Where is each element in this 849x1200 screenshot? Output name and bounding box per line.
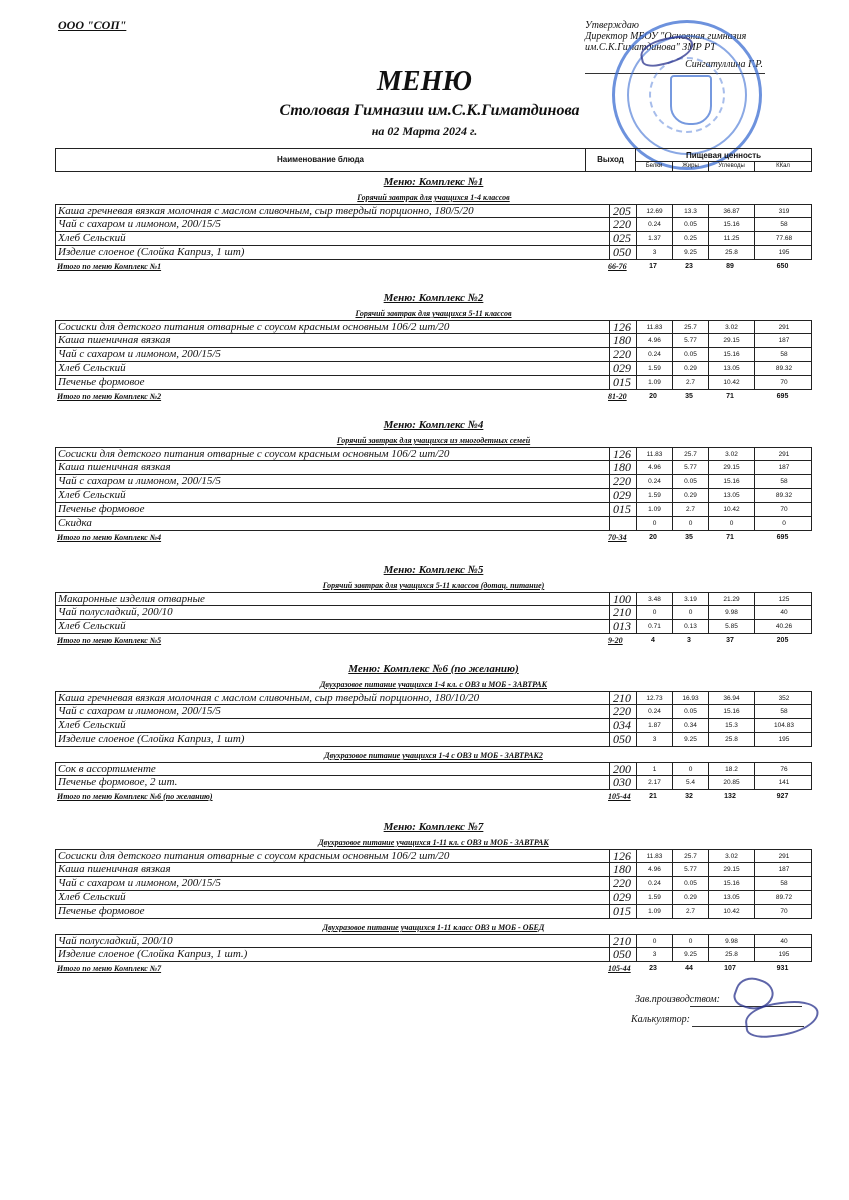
proteins-cell: 0.24 (636, 475, 672, 488)
dish-name: Каша пшеничная вязкая (58, 334, 171, 346)
yield-cell: 180 (609, 863, 669, 876)
kcal-cell: 58 (754, 218, 813, 231)
dish-name: Каша гречневая вязкая молочная с маслом сливочным, сыр твердый порционно, 180/10/20 (58, 692, 480, 704)
carbs-cell: 9.98 (708, 606, 754, 619)
total-label: Итого по меню Комплекс №4 (57, 533, 162, 542)
total-yield: 105-44 (608, 964, 631, 973)
dish-name: Чай с сахаром и лимоном, 200/15/5 (58, 348, 221, 360)
total-label: Итого по меню Комплекс №7 (57, 964, 162, 973)
proteins-cell: 1.37 (636, 232, 672, 245)
dish-name: Сосиски для детского питания отварные с соусом красным основным 106/2 шт/20 (58, 448, 450, 460)
total-fats-cell: 32 (685, 793, 693, 800)
carbs-cell: 3.02 (708, 321, 754, 334)
table-row (55, 691, 812, 705)
fats-cell: 16.93 (672, 692, 708, 705)
carbs-cell: 15.16 (708, 877, 754, 890)
kcal-cell: 187 (754, 461, 813, 474)
fats-cell: 0 (672, 763, 708, 776)
header-kcal: ККал (754, 161, 811, 171)
carbs-cell: 15.16 (708, 475, 754, 488)
carbs-cell: 29.15 (708, 461, 754, 474)
total-row (55, 790, 812, 804)
yield-cell: 050 (609, 246, 669, 259)
group-subtitle: Двухразовое питание учащихся 1-11 класс ОВЗ и МОБ - ОБЕД (322, 923, 545, 932)
kcal-cell: 40 (754, 606, 813, 619)
dish-name: Чай полусладкий, 200/10 (58, 935, 173, 947)
fats-cell: 0.29 (672, 891, 708, 904)
fats-cell: 3.19 (672, 593, 708, 606)
proteins-cell: 4.96 (636, 863, 672, 876)
total-proteins-cell: 4 (651, 637, 655, 644)
fats-cell: 5.77 (672, 461, 708, 474)
total-kcal-cell: 931 (776, 965, 789, 972)
total-label: Итого по меню Комплекс №6 (по желанию) (57, 792, 213, 801)
proteins-cell: 3 (636, 246, 672, 259)
proteins-cell: 11.83 (636, 448, 672, 461)
carbs-cell: 20.85 (708, 776, 754, 789)
kcal-cell: 76 (754, 763, 813, 776)
approve-line: Директор МБОУ "Основная гимназия (585, 31, 747, 42)
section-title: Меню: Комплекс №1 (383, 176, 484, 188)
fats-cell: 0 (672, 517, 708, 530)
kcal-cell: 104.83 (754, 719, 813, 732)
yield-cell: 050 (609, 948, 669, 961)
total-proteins-cell: 20 (649, 393, 657, 400)
yield-cell: 029 (609, 891, 669, 904)
proteins-cell: 1.09 (636, 503, 672, 516)
group-subtitle: Горячий завтрак для учащихся из многодетных семей (336, 436, 531, 445)
yield-cell: 200 (609, 763, 669, 776)
section-title: Меню: Комплекс №4 (383, 419, 484, 431)
table-row (55, 733, 812, 747)
fats-cell: 2.7 (672, 376, 708, 389)
fats-cell: 0.05 (672, 475, 708, 488)
menu-section (55, 820, 812, 976)
table-row (55, 592, 812, 606)
section-title: Меню: Комплекс №7 (383, 821, 484, 833)
kcal-cell: 58 (754, 475, 813, 488)
table-row (55, 705, 812, 719)
total-row (55, 634, 812, 648)
fats-cell: 0.05 (672, 705, 708, 718)
table-row (55, 475, 812, 489)
proteins-cell: 4.96 (636, 334, 672, 347)
dish-name: Хлеб Сельский (58, 362, 126, 374)
total-label: Итого по меню Комплекс №5 (57, 636, 162, 645)
total-row (55, 260, 812, 274)
table-row (55, 204, 812, 218)
table-header (55, 148, 812, 172)
dish-name: Изделие слоеное (Слойка Каприз, 1 шт.) (58, 948, 248, 960)
section-title: Меню: Комплекс №5 (383, 564, 484, 576)
total-kcal-cell: 927 (776, 793, 789, 800)
dish-name: Чай с сахаром и лимоном, 200/15/5 (58, 877, 221, 889)
total-proteins-cell: 20 (649, 534, 657, 541)
table-row (55, 461, 812, 475)
table-row (55, 877, 812, 891)
dish-name: Чай полусладкий, 200/10 (58, 606, 173, 618)
dish-name: Каша гречневая вязкая молочная с маслом сливочным, сыр твердый порционно, 180/5/20 (58, 205, 474, 217)
table-row (55, 948, 812, 962)
proteins-cell: 4.96 (636, 461, 672, 474)
kcal-cell: 77.68 (754, 232, 813, 245)
fats-cell: 5.77 (672, 863, 708, 876)
carbs-cell: 25.8 (708, 246, 754, 259)
total-yield: 70-34 (608, 533, 627, 542)
fats-cell: 0.05 (672, 218, 708, 231)
table-row (55, 719, 812, 733)
menu-section (55, 563, 812, 648)
carbs-cell: 3.02 (708, 850, 754, 863)
carbs-cell: 15.16 (708, 705, 754, 718)
fats-cell: 9.25 (672, 246, 708, 259)
carbs-cell: 25.8 (708, 948, 754, 961)
fats-cell: 13.3 (672, 205, 708, 218)
yield-cell: 029 (609, 362, 669, 375)
carbs-cell: 21.29 (708, 593, 754, 606)
fats-cell: 0.34 (672, 719, 708, 732)
total-yield: 9-20 (608, 636, 623, 645)
kcal-cell: 291 (754, 850, 813, 863)
kcal-cell: 58 (754, 877, 813, 890)
group-subtitle: Горячий завтрак для учащихся 5-11 классов (355, 309, 512, 318)
group-subtitle: Горячий завтрак для учащихся 1-4 классов (357, 193, 510, 202)
carbs-cell: 11.25 (708, 232, 754, 245)
approve-line: им.С.К.Гиматдинова" ЗМР РТ (585, 42, 716, 53)
table-row (55, 776, 812, 790)
table-row (55, 447, 812, 461)
fats-cell: 25.7 (672, 321, 708, 334)
kcal-cell: 187 (754, 334, 813, 347)
total-proteins-cell: 21 (649, 793, 657, 800)
carbs-cell: 10.42 (708, 905, 754, 918)
dish-name: Изделие слоеное (Слойка Каприз, 1 шт) (58, 246, 245, 258)
yield-cell: 220 (609, 348, 669, 361)
total-fats-cell: 35 (685, 534, 693, 541)
fats-cell: 5.77 (672, 334, 708, 347)
yield-cell: 220 (609, 218, 669, 231)
kcal-cell: 291 (754, 321, 813, 334)
dish-name: Печенье формовое (58, 905, 145, 917)
dish-name: Хлеб Сельский (58, 489, 126, 501)
total-proteins-cell: 17 (649, 263, 657, 270)
production-label: Зав.производством: (634, 994, 720, 1005)
approve-name: Сингатуллина Г.Р. (685, 59, 763, 70)
table-row (55, 503, 812, 517)
kcal-cell: 89.32 (754, 489, 813, 502)
total-kcal-cell: 205 (776, 637, 789, 644)
dish-name: Печенье формовое, 2 шт. (58, 776, 178, 788)
carbs-cell: 13.05 (708, 489, 754, 502)
total-proteins-cell: 23 (649, 965, 657, 972)
yield-cell: 180 (609, 461, 669, 474)
dish-name: Скидка (58, 517, 92, 529)
table-row (55, 934, 812, 948)
kcal-cell: 89.32 (754, 362, 813, 375)
yield-cell: 050 (609, 733, 669, 746)
proteins-cell: 3 (636, 948, 672, 961)
menu-section (55, 418, 812, 545)
dish-name: Печенье формовое (58, 503, 145, 515)
proteins-cell: 0.24 (636, 348, 672, 361)
header-nutrition-title: Пищевая ценность (685, 151, 762, 160)
group-subtitle: Двухразовое питание учащихся 1-4 с ОВЗ и МОБ - ЗАВТРАК2 (324, 751, 543, 760)
menu-date: на 02 Марта 2024 г. (371, 124, 478, 138)
proteins-cell: 12.69 (636, 205, 672, 218)
proteins-cell: 1 (636, 763, 672, 776)
yield-cell: 220 (609, 475, 669, 488)
dish-name: Чай с сахаром и лимоном, 200/15/5 (58, 218, 221, 230)
carbs-cell: 25.8 (708, 733, 754, 746)
carbs-cell: 29.15 (708, 863, 754, 876)
kcal-cell: 58 (754, 705, 813, 718)
proteins-cell: 1.09 (636, 376, 672, 389)
proteins-cell: 3.48 (636, 593, 672, 606)
company-name: ООО "СОП" (58, 18, 127, 32)
header-output: Выход (586, 149, 636, 171)
yield-cell: 126 (609, 850, 669, 863)
header-proteins: Белки (636, 161, 672, 171)
carbs-cell: 3.02 (708, 448, 754, 461)
yield-cell: 025 (609, 232, 669, 245)
carbs-cell: 18.2 (708, 763, 754, 776)
fats-cell: 0.13 (672, 620, 708, 633)
carbs-cell: 0 (708, 517, 754, 530)
yield-cell: 210 (609, 692, 669, 705)
total-fats-cell: 44 (685, 965, 693, 972)
total-fats-cell: 35 (685, 393, 693, 400)
table-row (55, 232, 812, 246)
dish-name: Хлеб Сельский (58, 719, 126, 731)
fats-cell: 2.7 (672, 503, 708, 516)
header-carbs: Углеводы (708, 161, 754, 171)
proteins-cell: 11.83 (636, 321, 672, 334)
proteins-cell: 1.59 (636, 362, 672, 375)
carbs-cell: 15.16 (708, 218, 754, 231)
dish-name: Изделие слоеное (Слойка Каприз, 1 шт) (58, 733, 245, 745)
total-carbs-cell: 89 (726, 263, 734, 270)
carbs-cell: 15.3 (708, 719, 754, 732)
fats-cell: 0 (672, 935, 708, 948)
carbs-cell: 36.87 (708, 205, 754, 218)
table-row (55, 376, 812, 390)
kcal-cell: 70 (754, 905, 813, 918)
carbs-cell: 15.16 (708, 348, 754, 361)
fats-cell: 0 (672, 606, 708, 619)
kcal-cell: 291 (754, 448, 813, 461)
header-nutrition (636, 149, 811, 171)
fats-cell: 0.29 (672, 362, 708, 375)
table-row (55, 849, 812, 863)
yield-cell: 015 (609, 905, 669, 918)
yield-cell: 015 (609, 376, 669, 389)
yield-cell: 029 (609, 489, 669, 502)
fats-cell: 0.29 (672, 489, 708, 502)
calculator-label: Калькулятор: (631, 1014, 690, 1025)
dish-name: Сок в ассортименте (58, 763, 156, 775)
dish-name: Сосиски для детского питания отварные с соусом красным основным 106/2 шт/20 (58, 850, 450, 862)
kcal-cell: 125 (754, 593, 813, 606)
total-carbs-cell: 71 (726, 393, 734, 400)
proteins-cell: 3 (636, 733, 672, 746)
group-subtitle: Двухразовое питание учащихся 1-4 кл. с ОВЗ и МОБ - ЗАВТРАК (319, 680, 548, 689)
yield-cell: 210 (609, 935, 669, 948)
table-row (55, 246, 812, 260)
section-title: Меню: Комплекс №2 (383, 292, 484, 304)
total-fats-cell: 23 (685, 263, 693, 270)
group-subtitle: Горячий завтрак для учащихся 5-11 классов (дотац. питание) (322, 581, 545, 590)
yield-cell: 220 (609, 705, 669, 718)
fats-cell: 5.4 (672, 776, 708, 789)
fats-cell: 0.05 (672, 877, 708, 890)
proteins-cell: 0.24 (636, 877, 672, 890)
dish-name: Хлеб Сельский (58, 891, 126, 903)
total-label: Итого по меню Комплекс №1 (57, 262, 162, 271)
table-row (55, 606, 812, 620)
kcal-cell: 70 (754, 503, 813, 516)
total-yield: 81-20 (608, 392, 627, 401)
proteins-cell: 2.17 (636, 776, 672, 789)
kcal-cell: 195 (754, 948, 813, 961)
table-row (55, 334, 812, 348)
kcal-cell: 58 (754, 348, 813, 361)
proteins-cell: 0.24 (636, 705, 672, 718)
dish-name: Сосиски для детского питания отварные с соусом красным основным 106/2 шт/20 (58, 321, 450, 333)
kcal-cell: 352 (754, 692, 813, 705)
table-row (55, 517, 812, 531)
proteins-cell: 0.24 (636, 218, 672, 231)
header-dish-name: Наименование блюда (56, 149, 586, 171)
kcal-cell: 195 (754, 733, 813, 746)
table-row (55, 348, 812, 362)
proteins-cell: 12.73 (636, 692, 672, 705)
yield-cell: 100 (609, 593, 669, 606)
yield-cell: 126 (609, 321, 669, 334)
total-yield: 66-76 (608, 262, 627, 271)
fats-cell: 25.7 (672, 850, 708, 863)
carbs-cell: 29.15 (708, 334, 754, 347)
total-fats-cell: 3 (687, 637, 691, 644)
total-yield: 105-44 (608, 792, 631, 801)
total-carbs-cell: 71 (726, 534, 734, 541)
total-carbs-cell: 37 (726, 637, 734, 644)
dish-name: Хлеб Сельский (58, 232, 126, 244)
proteins-cell: 1.09 (636, 905, 672, 918)
total-kcal-cell: 695 (776, 393, 789, 400)
kcal-cell: 141 (754, 776, 813, 789)
approve-line: Утверждаю (585, 20, 639, 31)
total-row (55, 531, 812, 545)
kcal-cell: 40 (754, 935, 813, 948)
menu-section (55, 175, 812, 274)
proteins-cell: 0.71 (636, 620, 672, 633)
fats-cell: 0.05 (672, 348, 708, 361)
dish-name: Чай с сахаром и лимоном, 200/15/5 (58, 475, 221, 487)
dish-name: Каша пшеничная вязкая (58, 863, 171, 875)
proteins-cell: 1.59 (636, 489, 672, 502)
fats-cell: 0.25 (672, 232, 708, 245)
total-carbs-cell: 107 (724, 965, 736, 972)
carbs-cell: 13.05 (708, 362, 754, 375)
kcal-cell: 70 (754, 376, 813, 389)
table-row (55, 362, 812, 376)
table-row (55, 320, 812, 334)
carbs-cell: 10.42 (708, 376, 754, 389)
group-subtitle: Двухразовое питание учащихся 1-11 кл. с ОВЗ и МОБ - ЗАВТРАК (318, 838, 549, 847)
table-row (55, 489, 812, 503)
fats-cell: 2.7 (672, 905, 708, 918)
proteins-cell: 0 (636, 606, 672, 619)
yield-cell: 220 (609, 877, 669, 890)
proteins-cell: 11.83 (636, 850, 672, 863)
proteins-cell: 1.59 (636, 891, 672, 904)
proteins-cell: 1.87 (636, 719, 672, 732)
kcal-cell: 195 (754, 246, 813, 259)
kcal-cell: 187 (754, 863, 813, 876)
yield-cell: 013 (609, 620, 669, 633)
yield-cell: 180 (609, 334, 669, 347)
kcal-cell: 0 (754, 517, 813, 530)
fats-cell: 9.25 (672, 733, 708, 746)
fats-cell: 9.25 (672, 948, 708, 961)
carbs-cell: 36.94 (708, 692, 754, 705)
table-row (55, 891, 812, 905)
page-title: МЕНЮ (377, 66, 472, 97)
header-fats: Жиры (672, 161, 708, 171)
yield-cell: 126 (609, 448, 669, 461)
yield-cell: 030 (609, 776, 669, 789)
yield-cell: 015 (609, 503, 669, 516)
kcal-cell: 40.26 (754, 620, 813, 633)
proteins-cell: 0 (636, 935, 672, 948)
total-row (55, 390, 812, 404)
total-row (55, 962, 812, 976)
table-row (55, 905, 812, 919)
table-row (55, 762, 812, 776)
carbs-cell: 5.85 (708, 620, 754, 633)
dish-name: Макаронные изделия отварные (58, 593, 205, 605)
carbs-cell: 10.42 (708, 503, 754, 516)
dish-name: Хлеб Сельский (58, 620, 126, 632)
total-carbs-cell: 132 (724, 793, 736, 800)
proteins-cell: 0 (636, 517, 672, 530)
dish-name: Каша пшеничная вязкая (58, 461, 171, 473)
section-title: Меню: Комплекс №6 (по желанию) (348, 663, 519, 675)
table-row (55, 620, 812, 634)
yield-cell: 210 (609, 606, 669, 619)
total-kcal-cell: 650 (776, 263, 789, 270)
carbs-cell: 9.98 (708, 935, 754, 948)
dish-name: Чай с сахаром и лимоном, 200/15/5 (58, 705, 221, 717)
kcal-cell: 89.72 (754, 891, 813, 904)
yield-cell: 205 (609, 205, 669, 218)
menu-section (55, 662, 812, 804)
page-subtitle: Столовая Гимназии им.С.К.Гиматдинова (279, 102, 580, 119)
yield-cell: 034 (609, 719, 669, 732)
carbs-cell: 13.05 (708, 891, 754, 904)
table-row (55, 218, 812, 232)
fats-cell: 25.7 (672, 448, 708, 461)
menu-section (55, 291, 812, 404)
kcal-cell: 319 (754, 205, 813, 218)
table-row (55, 863, 812, 877)
dish-name: Печенье формовое (58, 376, 145, 388)
total-label: Итого по меню Комплекс №2 (57, 392, 162, 401)
total-kcal-cell: 695 (776, 534, 789, 541)
